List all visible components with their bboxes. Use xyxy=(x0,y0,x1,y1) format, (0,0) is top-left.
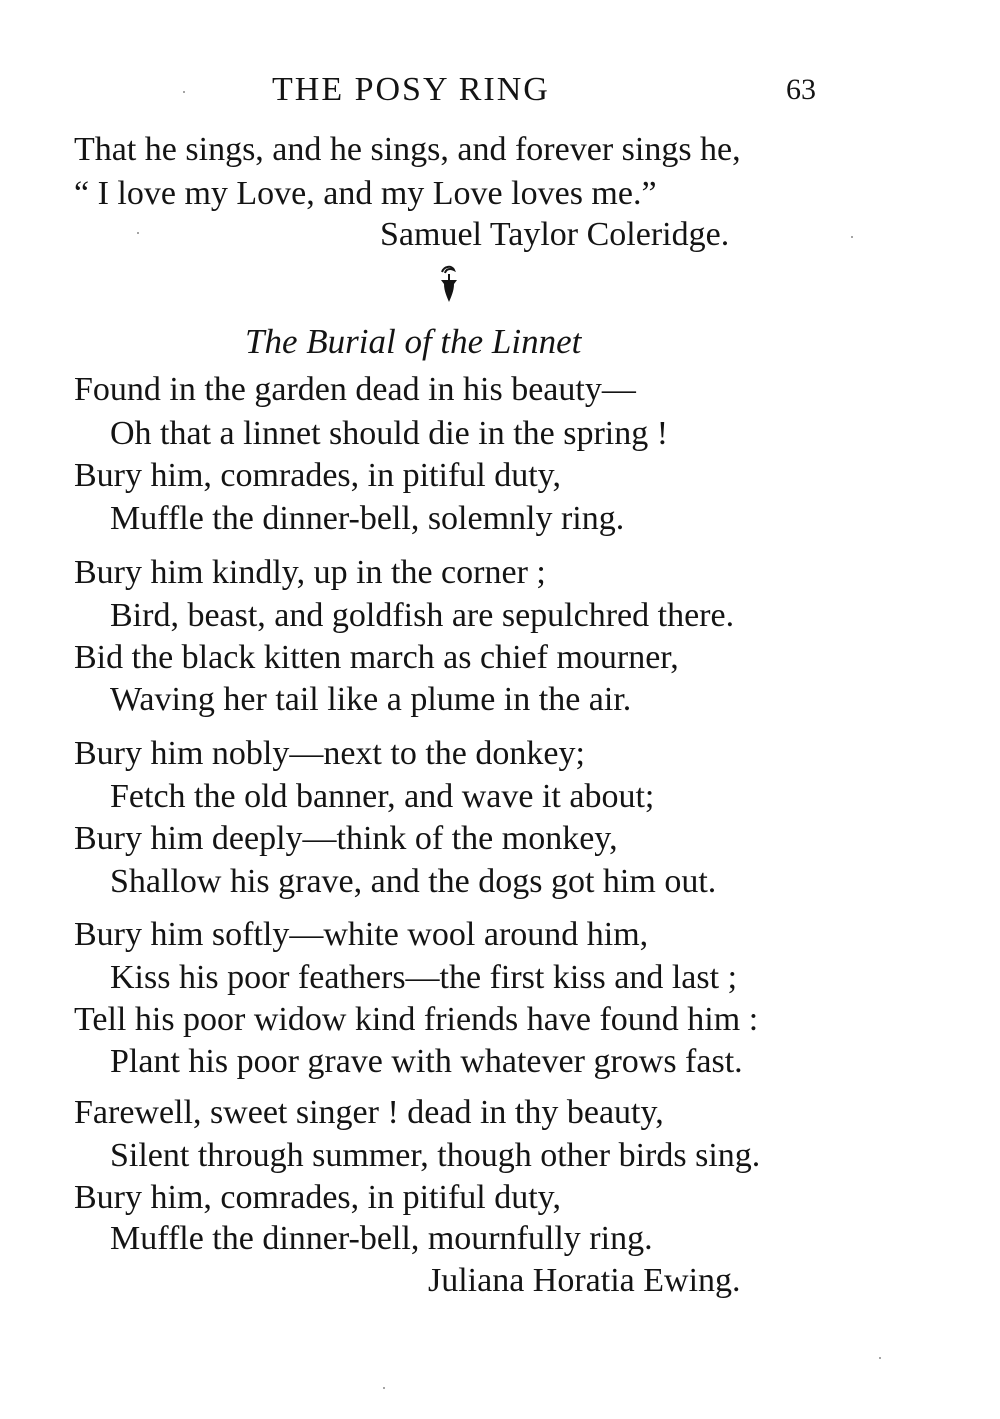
poem-line: Muffle the dinner-bell, solemnly ring. xyxy=(110,500,625,537)
previous-poem-line: “ I love my Love, and my Love loves me.” xyxy=(74,175,657,212)
poem-line: Farewell, sweet singer ! dead in thy beauty, xyxy=(74,1094,664,1131)
page-number: 63 xyxy=(786,73,816,106)
previous-poem-author: Samuel Taylor Coleridge. xyxy=(380,216,730,253)
poem-line: Waving her tail like a plume in the air. xyxy=(110,681,632,718)
poem-line: Bury him nobly—next to the donkey; xyxy=(74,735,585,772)
poem-line: Muffle the dinner-bell, mournfully ring. xyxy=(110,1220,653,1257)
poem-line: Bury him deeply—think of the monkey, xyxy=(74,820,618,857)
running-title: THE POSY RING xyxy=(272,71,550,108)
scan-speck xyxy=(879,1357,881,1359)
poem-title: The Burial of the Linnet xyxy=(245,322,582,361)
previous-poem-line: That he sings, and he sings, and forever sings he, xyxy=(74,131,741,168)
scan-speck xyxy=(137,232,139,234)
poem-line: Shallow his grave, and the dogs got him out. xyxy=(110,863,717,900)
poem-line: Bury him softly—white wool around him, xyxy=(74,916,649,953)
poem-line: Plant his poor grave with whatever grows fast. xyxy=(110,1043,743,1080)
scan-speck xyxy=(183,91,185,93)
poem-author: Juliana Horatia Ewing. xyxy=(428,1262,741,1299)
poem-line: Bury him, comrades, in pitiful duty, xyxy=(74,457,561,494)
poem-line: Bury him, comrades, in pitiful duty, xyxy=(74,1179,561,1216)
poem-line: Found in the garden dead in his beauty— xyxy=(74,371,636,408)
poem-line: Bid the black kitten march as chief mourner, xyxy=(74,639,679,676)
poem-line: Tell his poor widow kind friends have found him : xyxy=(74,1001,759,1038)
poem-line: Silent through summer, though other birds sing. xyxy=(110,1137,761,1174)
flower-ornament-icon xyxy=(436,264,462,304)
poem-line: Kiss his poor feathers—the first kiss and last ; xyxy=(110,959,738,996)
poem-line: Bird, beast, and goldfish are sepulchred there. xyxy=(110,597,735,634)
poem-line: Bury him kindly, up in the corner ; xyxy=(74,554,546,591)
scan-speck xyxy=(851,236,853,238)
scan-speck xyxy=(383,1387,385,1389)
poem-line: Fetch the old banner, and wave it about; xyxy=(110,778,655,815)
poem-line: Oh that a linnet should die in the spring ! xyxy=(110,415,669,452)
